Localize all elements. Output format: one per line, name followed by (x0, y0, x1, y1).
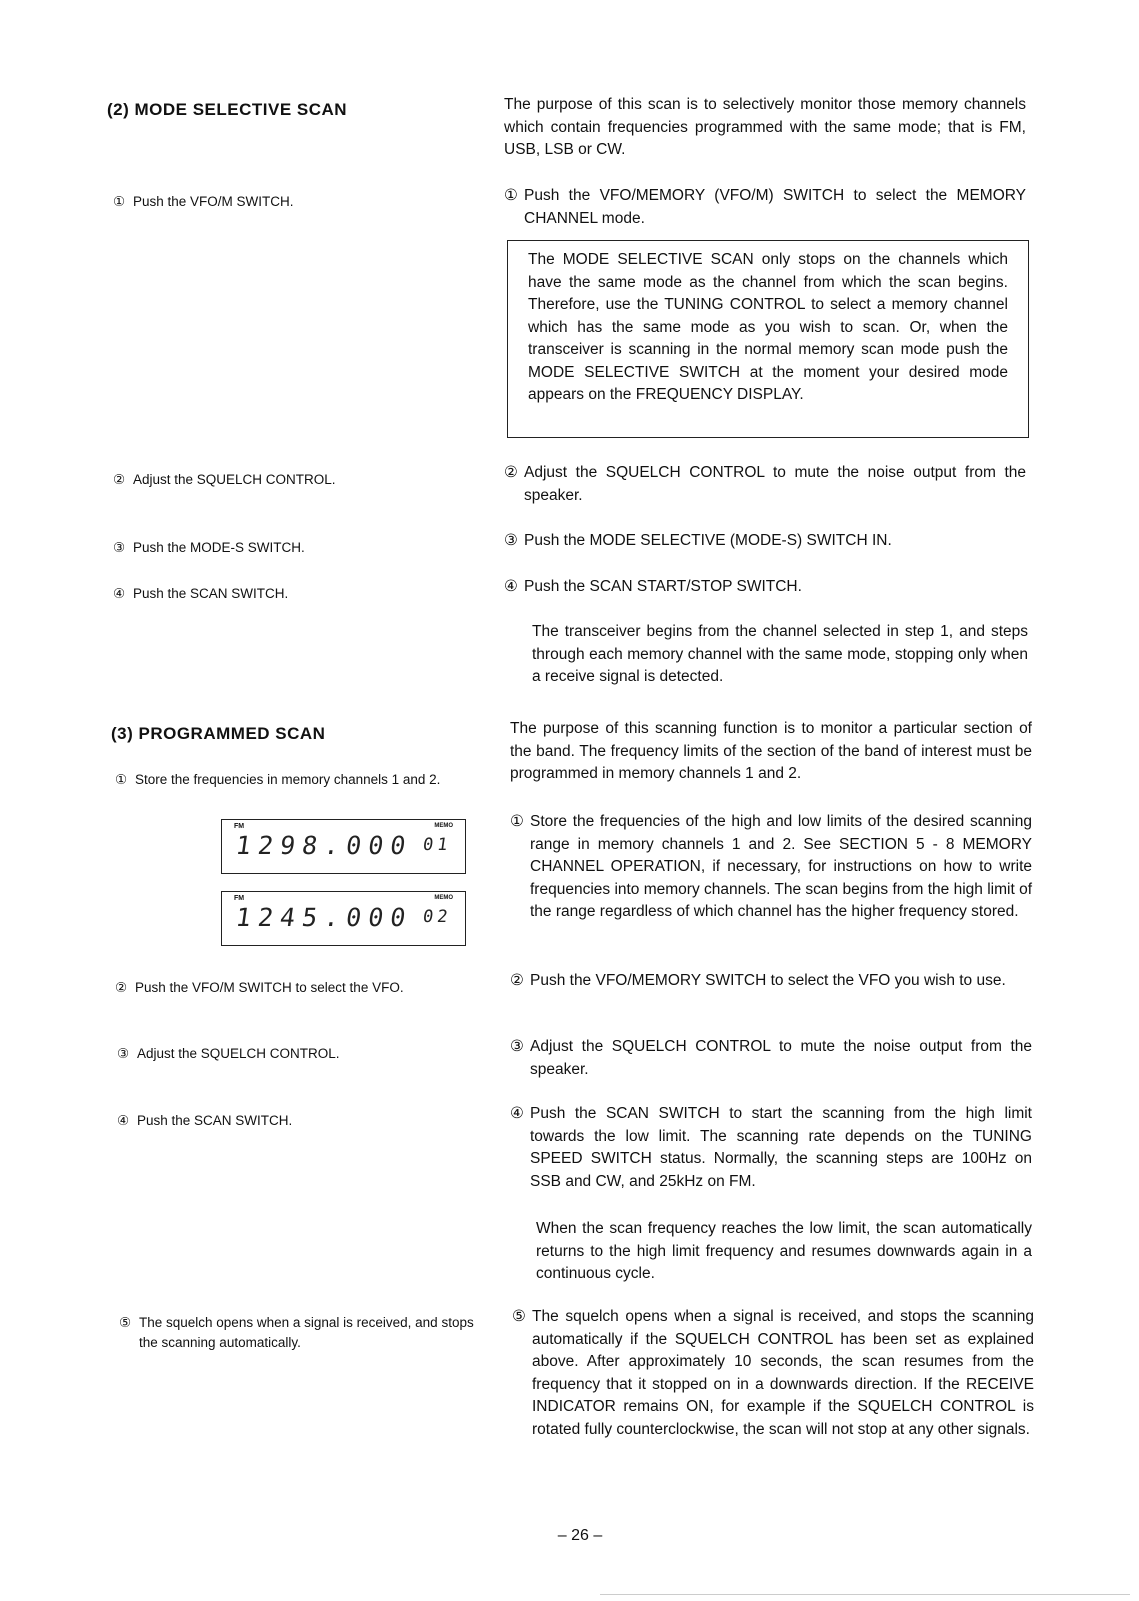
right-step-1: ① Push the VFO/MEMORY (VFO/M) SWITCH to select the MEMORY CHANNEL mode. (504, 187, 1026, 227)
right-step-2: ② Push the VFO/MEMORY SWITCH to select the VFO you wish to use. (510, 972, 1006, 989)
section-heading-mode-selective-scan: (2) MODE SELECTIVE SCAN (107, 100, 348, 119)
right-step-2: ② Adjust the SQUELCH CONTROL to mute the noise output from the speaker. (504, 464, 1026, 504)
section-heading-programmed-scan: (3) PROGRAMMED SCAN (111, 724, 326, 743)
frequency-display-memory-1: FM MEMO 1298.000 01 (221, 819, 466, 874)
right-step-3: ③ Adjust the SQUELCH CONTROL to mute the noise output from the speaker. (510, 1038, 1032, 1078)
right-step-3: ③ Push the MODE SELECTIVE (MODE-S) SWITCH IN. (504, 532, 892, 549)
left-step-2: ② Adjust the SQUELCH CONTROL. (113, 472, 336, 487)
right-step-1: ① Store the frequencies of the high and low limits of the desired scanning range in memory channels 1 and 2. See SECTION 5 - 8 MEMORY CHANNEL OPERATION, if necessary, for instructions on how to write frequencies into memory channels. The scan begins from the high limit of the range regardless of which channel has the higher frequency stored. (510, 813, 1032, 920)
display-channel: 02 (421, 907, 453, 927)
programmed-scan-intro: The purpose of this scanning function is to monitor a particular section of the band. The frequency limits of the section of the band of interest must be programmed in memory channels 1 and 2. (510, 720, 1032, 782)
right-step-4: ④ Push the SCAN SWITCH to start the scanning from the high limit towards the low limit. The scanning rate depends on the TUNING SPEED SWITCH status. Normally, the scanning steps are 100Hz on SSB and CW, and 25kHz on FM. (510, 1105, 1032, 1190)
frequency-display-memory-2: FM MEMO 1245.000 02 (221, 891, 466, 946)
display-frequency: 1298.000 (233, 831, 415, 860)
left-step-3: ③ Push the MODE-S SWITCH. (113, 540, 305, 555)
left-step-5: ⑤ The squelch opens when a signal is received, and stops the scanning automatically. (119, 1315, 474, 1350)
mode-selective-intro: The purpose of this scan is to selectively monitor those memory channels which contain frequencies programmed with the same mode; that is FM, USB, LSB or CW. (504, 96, 1026, 158)
left-step-1: ① Push the VFO/M SWITCH. (113, 194, 294, 209)
page-number: – 26 – (557, 1527, 603, 1544)
right-step-4: ④ Push the SCAN START/STOP SWITCH. (504, 578, 802, 595)
display-frequency: 1245.000 (233, 903, 415, 932)
left-step-4: ④ Push the SCAN SWITCH. (113, 586, 289, 601)
mode-selective-followup: The transceiver begins from the channel selected in step 1, and steps through each memory channel with the same mode, stopping only when a receive signal is detected. (532, 623, 1028, 685)
mode-selective-note-box: The MODE SELECTIVE SCAN only stops on the channels which have the same mode as the channel from which the scan begins. Therefore, use the TUNING CONTROL to select a memory channel which has the same mode as you wish to scan. Or, when the transceiver is scanning in the normal memory scan mode push the MODE SELECTIVE SWITCH at the moment your desired mode appears on the FREQUENCY DISPLAY. (507, 240, 1029, 438)
programmed-scan-followup: When the scan frequency reaches the low limit, the scan automatically returns to the high limit frequency and resumes downwards again in a continuous cycle. (536, 1220, 1032, 1282)
left-step-3: ③ Adjust the SQUELCH CONTROL. (117, 1046, 340, 1061)
right-step-5: ⑤ The squelch opens when a signal is received, and stops the scanning automatically if the SQUELCH CONTROL has been set as explained above. After approximately 10 seconds, the scan resumes from the frequency that it stopped on in a downwards direction. If the RECEIVE INDICATOR remains ON, for example if the SQUELCH CONTROL is rotated fully counterclockwise, the scan will not stop at any other signals. (512, 1308, 1034, 1438)
scan-edge-line (600, 1594, 1130, 1595)
left-step-2: ② Push the VFO/M SWITCH to select the VFO. (115, 980, 404, 995)
left-step-1: ① Store the frequencies in memory channels 1 and 2. (115, 772, 441, 787)
display-channel: 01 (421, 835, 453, 855)
left-step-4: ④ Push the SCAN SWITCH. (117, 1113, 293, 1128)
